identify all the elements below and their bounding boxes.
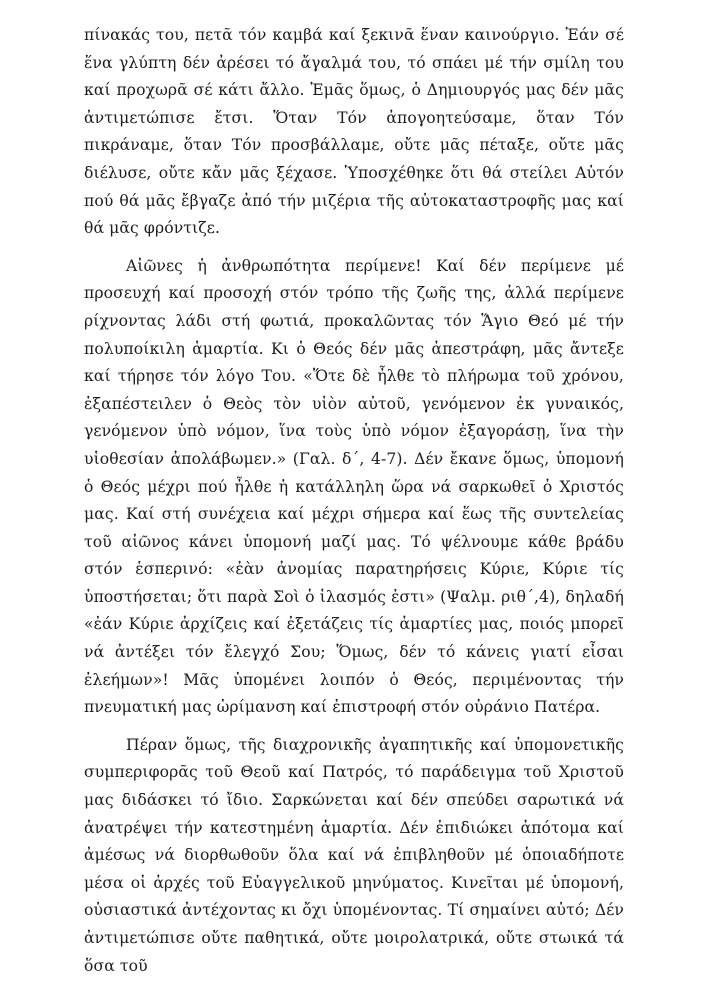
- paragraph-continued: πίνακάς του, πετᾶ τόν καμβά καί ξεκινᾶ ἕναν καινούργιο. Ἐάν σέ ἕνα γλύπτη δέν ἀρέσει τό ἄγαλμά του, τό σπάει μέ τήν σμίλη του καί προχωρᾶ σέ κάτι ἄλλο. Ἐμᾶς ὅμως, ὁ Δημιουργός μας δέν μᾶς ἀντιμετώπισε ἔτσι. Ὅταν Τόν ἀπογοητεύσαμε, ὅταν Τόν πικράναμε, ὅταν Τόν προσβάλλαμε, οὔτε μᾶς πέταξε, οὔτε μᾶς διέλυσε, οὔτε κἄν μᾶς ξέχασε. Ὑποσχέθηκε ὅτι θά στείλει Αὐτόν πού θά μᾶς ἔβγαζε ἀπό τήν μιζέρια τῆς αὐτοκαταστροφῆς μας καί θά μᾶς φρόντιζε.: [84, 26, 624, 238]
- paragraph-humanity-waited: Αἰῶνες ἡ ἀνθρωπότητα περίμενε! Καί δέν περίμενε μέ προσευχή καί προσοχή στόν τρόπο τῆς ζωῆς της, ἀλλά περίμενε ρίχνοντας λάδι στή φωτιά, προκαλῶντας τόν Ἅγιο Θεό μέ τήν πολυποίκιλη ἁμαρτία. Κι ὁ Θεός δέν μᾶς ἀπεστράφη, μᾶς ἄντεξε καί τήρησε τόν λόγο Του. «Ὅτε δὲ ἦλθε τὸ πλήρωμα τοῦ χρόνου, ἐξαπέστειλεν ὁ Θεὸς τὸν υἱὸν αὐτοῦ, γενόμενον ἐκ γυναικός, γενόμενον ὑπὸ νόμον, ἵνα τοὺς ὑπὸ νόμον ἐξαγοράσῃ, ἵνα τὴν υἱοθεσίαν ἀπολάβωμεν.» (Γαλ. δ΄, 4-7). Δέν ἔκανε ὅμως, ὑπομονή ὁ Θεός μέχρι πού ἦλθε ἡ κατάλληλη ὥρα νά σαρκωθεῖ ὁ Χριστός μας. Καί στή συνέχεια καί μέχρι σήμερα καί ἕως τῆς συντελείας τοῦ αἰῶνος κάνει ὑπομονή μαζί μας. Τό ψέλνουμε κάθε βράδυ στόν ἑσπερινό: «ἐὰν ἀνομίας παρατηρήσεις Κύριε, Κύριε τίς ὑποστήσεται; ὅτι παρὰ Σοὶ ὁ ἱλασμός ἐστι» (Ψαλμ. ριθ΄,4), δηλαδή «ἐάν Κύριε ἀρχίζεις καί ἐξετάζεις τίς ἁμαρτίες μας, ποιός μπορεῖ νά ἀντέξει τόν ἔλεγχό Σου; Ὅμως, δέν τό κάνεις γιατί εἶσαι ἐλεήμων»! Μᾶς ὑπομένει λοιπόν ὁ Θεός, περιμένοντας τήν πνευματική μας ὡρίμανση καί ἐπιστροφή στόν οὐράνιο Πατέρα.: [84, 256, 624, 717]
- paragraph-christ-example: Πέραν ὅμως, τῆς διαχρονικῆς ἀγαπητικῆς καί ὑπομονετικῆς συμπεριφορᾶς τοῦ Θεοῦ καί Πατρός, τό παράδειγμα τοῦ Χριστοῦ μας διδάσκει τό ἴδιο. Σαρκώνεται καί δέν σπεύδει σαρωτικά νά ἀνατρέψει τήν κατεστημένη ἁμαρτία. Δέν ἐπιδιώκει ἀπότομα καί ἀμέσως νά διορθωθοῦν ὅλα καί νά ἐπιβληθοῦν μέ ὁποιαδήποτε μέσα οἱ ἀρχές τοῦ Εὐαγγελικοῦ μηνύματος. Κινεῖται μέ ὑπομονή, οὐσιαστικά ἀντέχοντας κι ὄχι ὑπομένοντας. Τί σημαίνει αὐτό; Δέν ἀντιμετώπισε οὔτε παθητικά, οὔτε μοιρολατρικά, οὔτε στωικά τά ὅσα τοῦ: [84, 735, 624, 975]
- document-page: [84, 22, 624, 990]
